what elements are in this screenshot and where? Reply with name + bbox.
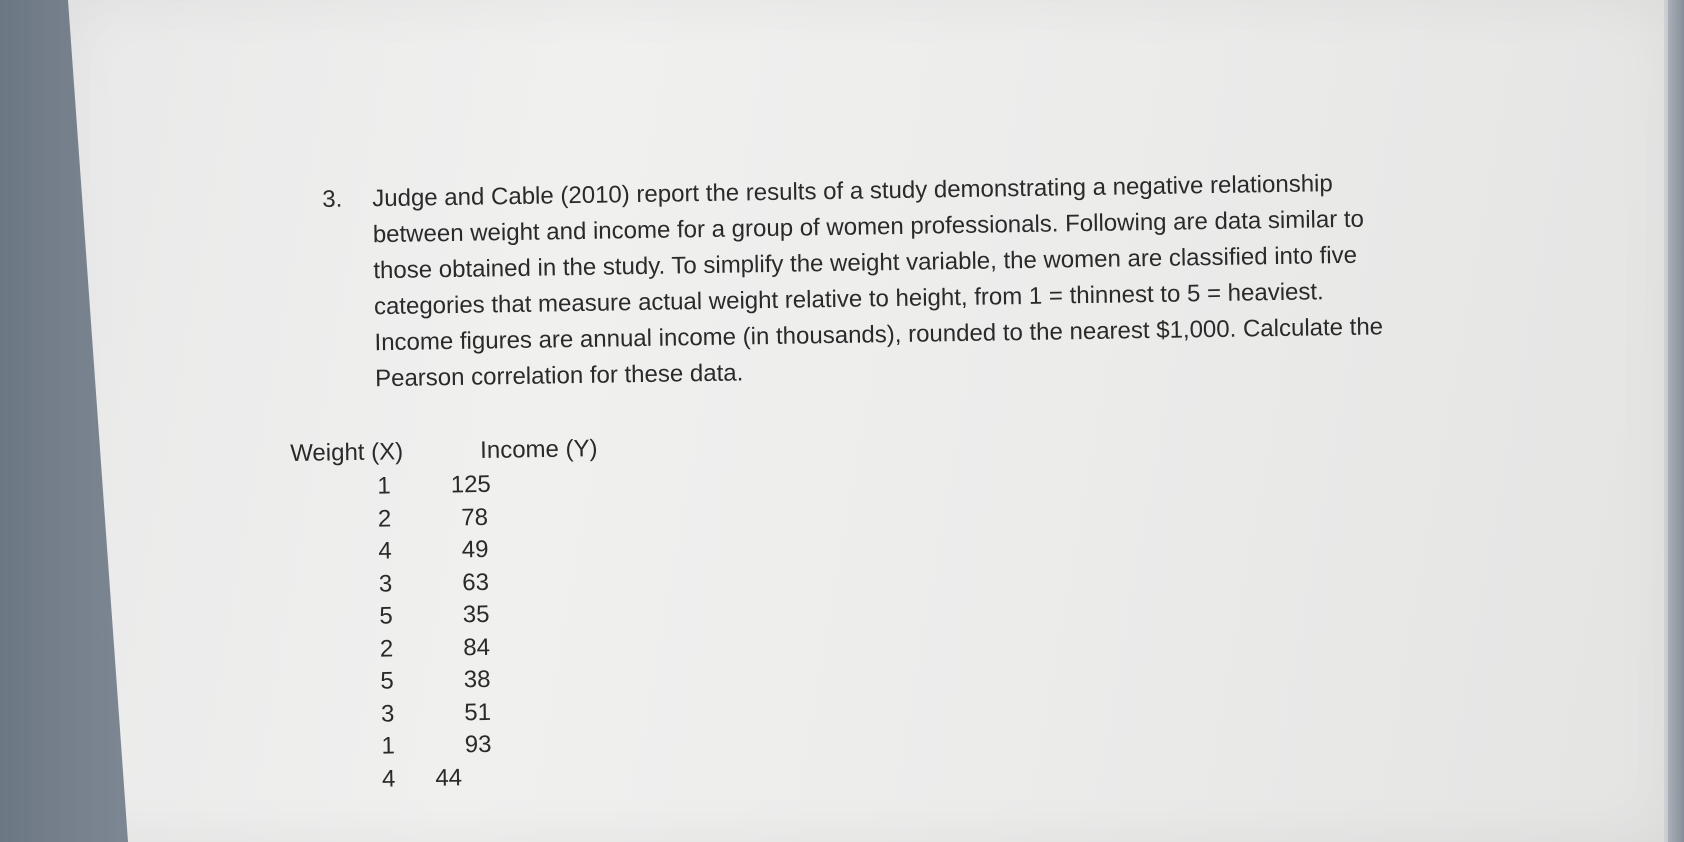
table-cell-weight: 2 [379, 634, 394, 663]
table-cell-weight: 1 [377, 472, 391, 500]
table-cell-weight: 5 [380, 667, 395, 695]
problem-line: Income figures are annual income (in thousands), rounded to the nearest $1,000. Calculate the [374, 313, 1384, 357]
table-cell-weight: 1 [381, 732, 396, 760]
table-cell-weight: 3 [380, 699, 395, 728]
table-cell-income: 49 [461, 535, 489, 564]
screen-edge [1664, 0, 1684, 842]
problem-block [322, 163, 1505, 398]
table-cell-income: 63 [462, 568, 490, 596]
problem-statement [372, 163, 1505, 397]
problem-line: between weight and income for a group of women professionals. Following are data similar to [372, 205, 1365, 249]
table-cell-income: 93 [464, 730, 492, 759]
header-income: Income (Y) [479, 435, 598, 465]
problem-line: Pearson correlation for these data. [374, 359, 744, 393]
paper-sheet [68, 0, 1668, 842]
table-cell-income: 125 [450, 470, 491, 499]
table-cell-income: 35 [462, 600, 490, 629]
table-cell-weight: 4 [381, 764, 396, 793]
table-cell-weight: 2 [377, 504, 392, 533]
problem-line: Judge and Cable (2010) report the results of a study demonstrating a negative relationship [372, 170, 1333, 213]
problem-line: categories that measure actual weight relative to height, from 1 = thinnest to 5 = heaviest. [373, 278, 1324, 321]
table-cell-weight: 3 [378, 569, 393, 598]
table-cell-income: 38 [463, 665, 491, 694]
table-cell-income: 51 [464, 698, 492, 726]
problem-line: those obtained in the study. To simplify the weight variable, the women are classified into five [373, 241, 1358, 285]
table-cell-income: 84 [463, 633, 491, 661]
problem-number: 3. [322, 185, 343, 213]
table-cell-income: 78 [461, 503, 489, 531]
table-cell-weight: 5 [379, 602, 393, 630]
table-cell-weight: 4 [378, 537, 392, 565]
table-cell-income: 44 [435, 763, 463, 792]
header-weight: Weight (X) [290, 438, 404, 467]
